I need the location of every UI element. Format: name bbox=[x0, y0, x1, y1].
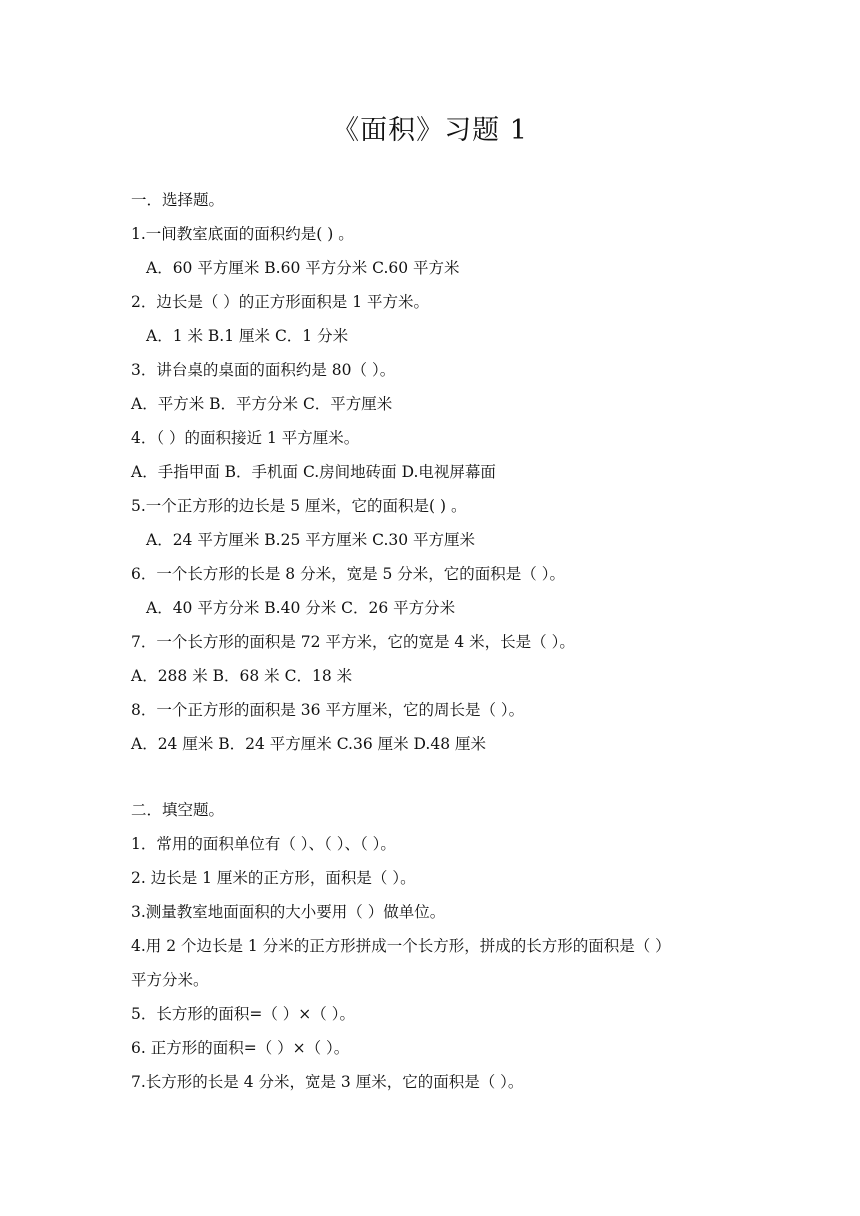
question-line: 1.一间教室底面的面积约是( ) 。 bbox=[131, 225, 354, 243]
fill-blank-line: 6. 正方形的面积=（ ）×（ ）。 bbox=[131, 1039, 350, 1057]
options-line: A．24 厘米 B．24 平方厘米 C.36 厘米 D.48 厘米 bbox=[131, 735, 487, 753]
question-line: 6．一个长方形的长是 8 分米，宽是 5 分米，它的面积是（ ）。 bbox=[131, 565, 565, 583]
question-line: 2．边长是（ ）的正方形面积是 1 平方米。 bbox=[131, 293, 430, 311]
options-line: A．手指甲面 B．手机面 C.房间地砖面 D.电视屏幕面 bbox=[131, 463, 496, 481]
options-line: A．40 平方分米 B.40 分米 C．26 平方分米 bbox=[146, 599, 456, 617]
options-line: A．1 米 B.1 厘米 C．1 分米 bbox=[146, 327, 349, 345]
question-line: 7．一个长方形的面积是 72 平方米，它的宽是 4 米，长是（ ）。 bbox=[131, 633, 575, 651]
page-title: 《面积》习题 1 bbox=[332, 115, 528, 146]
section1-heading: 一．选择题。 bbox=[131, 191, 225, 209]
fill-blank-line: 3.测量教室地面面积的大小要用（ ）做单位。 bbox=[131, 903, 446, 921]
question-line: 5.一个正方形的边长是 5 厘米，它的面积是( ) 。 bbox=[131, 497, 467, 515]
options-line: A．288 米 B．68 米 C．18 米 bbox=[131, 667, 353, 685]
options-line: A．60 平方厘米 B.60 平方分米 C.60 平方米 bbox=[146, 259, 460, 277]
fill-blank-line-continued: 平方分米。 bbox=[131, 971, 209, 989]
section2-heading: 二．填空题。 bbox=[131, 801, 225, 819]
options-line: A．24 平方厘米 B.25 平方厘米 C.30 平方厘米 bbox=[146, 531, 476, 549]
options-line: A．平方米 B．平方分米 C．平方厘米 bbox=[131, 395, 393, 413]
question-line: 8．一个正方形的面积是 36 平方厘米，它的周长是（ ）。 bbox=[131, 701, 525, 719]
fill-blank-line: 1．常用的面积单位有（ ）、（ ）、（ ）。 bbox=[131, 835, 396, 853]
question-line: 4．（ ）的面积接近 1 平方厘米。 bbox=[131, 429, 360, 447]
fill-blank-line: 7.长方形的长是 4 分米，宽是 3 厘米，它的面积是（ ）。 bbox=[131, 1073, 524, 1091]
fill-blank-line: 5．长方形的面积=（ ）×（ ）。 bbox=[131, 1005, 355, 1023]
fill-blank-line: 2. 边长是 1 厘米的正方形，面积是（ ）。 bbox=[131, 869, 416, 887]
fill-blank-line: 4.用 2 个边长是 1 分米的正方形拼成一个长方形，拼成的长方形的面积是（ ） bbox=[131, 937, 671, 955]
question-line: 3．讲台桌的桌面的面积约是 80（ ）。 bbox=[131, 361, 396, 379]
